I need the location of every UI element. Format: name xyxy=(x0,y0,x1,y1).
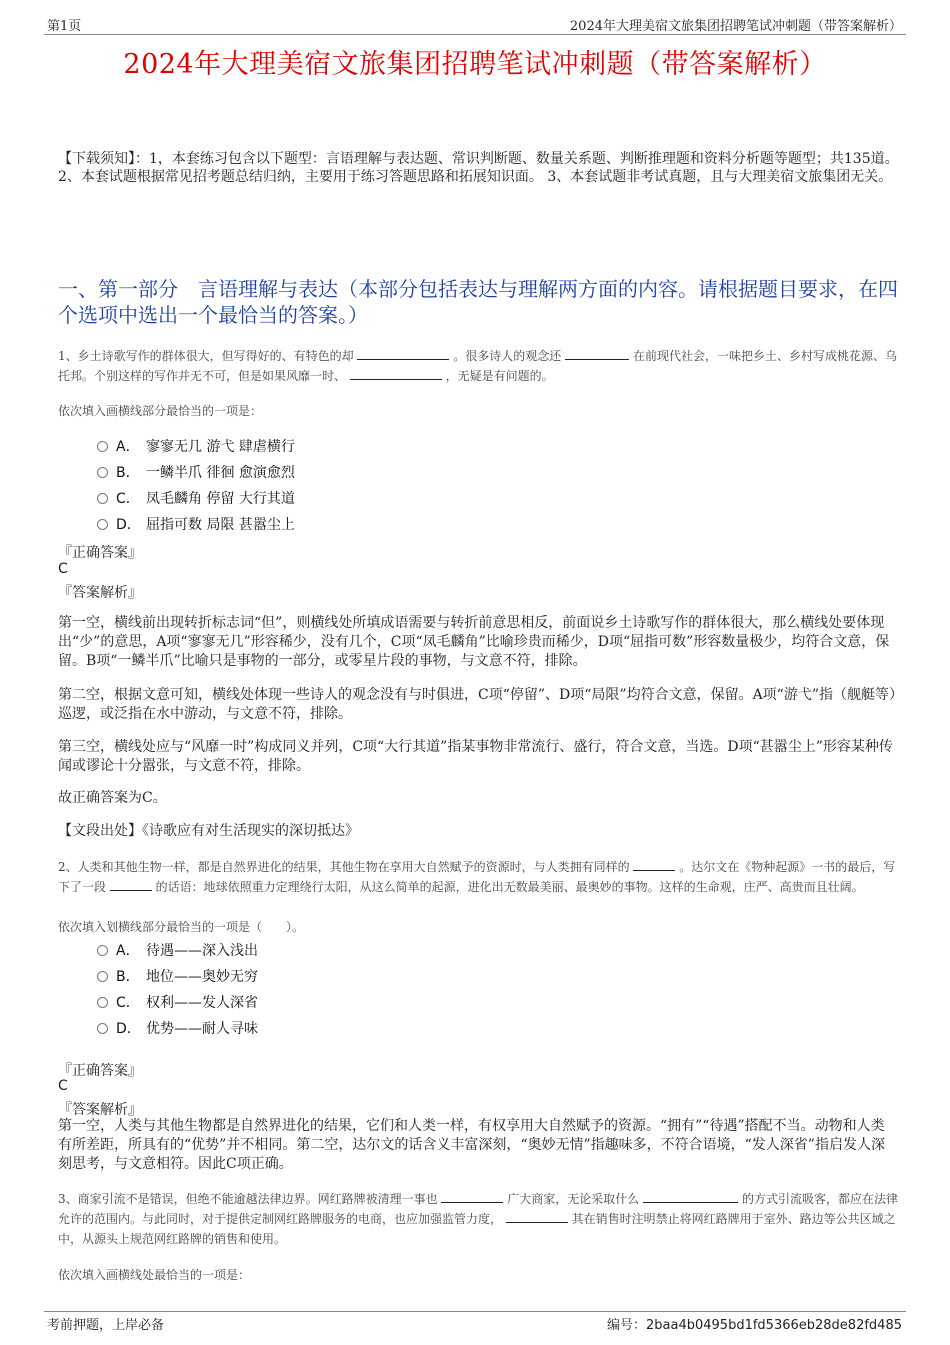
header-divider xyxy=(44,34,906,35)
q1-text-2: 。很多诗人的观念还 xyxy=(453,349,562,363)
header-doc-title: 2024年大理美宿文旅集团招聘笔试冲刺题（带答案解析） xyxy=(569,19,902,34)
q1-option-a[interactable] xyxy=(97,436,295,456)
option-letter: D． xyxy=(116,1021,141,1037)
q1-text-1: 1、乡土诗歌写作的群体很大，但写得好的、有特色的却 xyxy=(58,349,354,363)
option-text: 权利——发人深省 xyxy=(146,995,258,1011)
q2-text-2: 。达尔文在《物种起源》一书的最后，写下了一段 xyxy=(58,860,896,894)
q3-text-1: 3、商家引流不是错误，但绝不能逾越法律边界。网红路牌被清理一事也 xyxy=(58,1192,438,1206)
q2-answer-label: 『正确答案』 xyxy=(58,1063,142,1079)
q2-analysis-label: 『答案解析』 xyxy=(58,1102,142,1118)
code-label: 编号： xyxy=(607,1318,647,1333)
q2-hint: 依次填入划横线部分最恰当的一项是（ ）。 xyxy=(58,920,305,934)
option-text: 优势——耐人寻味 xyxy=(146,1021,258,1037)
page-number: 第1页 xyxy=(47,19,82,34)
option-letter: A． xyxy=(116,943,140,959)
q1-text-4: ，无疑是有问题的。 xyxy=(445,369,554,383)
q1-blank-3 xyxy=(350,367,442,380)
footer-slogan: 考前押题，上岸必备 xyxy=(47,1318,165,1333)
q1-answer-label: 『正确答案』 xyxy=(58,545,142,561)
radio-icon[interactable] xyxy=(97,1023,108,1034)
option-text: 屈指可数 局限 甚嚣尘上 xyxy=(146,517,295,533)
q1-source: 【文段出处】《诗歌应有对生活现实的深切抵达》 xyxy=(58,823,359,839)
radio-icon[interactable] xyxy=(97,997,108,1008)
q1-blank-1 xyxy=(357,347,449,360)
q1-analysis-2: 第二空，根据文意可知，横线处体现一些诗人的观念没有与时俱进，C项“停留”、D项“局限”均符合文意，保留。A项“游弋”指（舰艇等）巡逻，或泛指在水中游动，与文意不符，排除。 xyxy=(58,687,896,722)
q2-blank-2 xyxy=(110,878,152,891)
q1-option-d[interactable] xyxy=(97,514,295,534)
q2-blank-1 xyxy=(633,858,675,871)
question-2-stem xyxy=(58,857,898,897)
section-title: 一、第一部分 言语理解与表达（本部分包括表达与理解两方面的内容。请根据题目要求，在四个选项中选出一个最恰当的答案。） xyxy=(58,277,898,327)
q1-answer: C xyxy=(58,561,68,577)
q1-blank-2 xyxy=(565,347,629,360)
option-letter: A． xyxy=(116,439,140,455)
q3-hint: 依次填入画横线处最恰当的一项是： xyxy=(58,1268,251,1282)
question-1-stem xyxy=(58,346,898,386)
q2-option-b[interactable] xyxy=(97,966,258,986)
radio-icon[interactable] xyxy=(97,441,108,452)
q2-option-d[interactable] xyxy=(97,1018,258,1038)
q3-blank-2 xyxy=(643,1190,738,1203)
option-letter: C． xyxy=(116,995,140,1011)
q3-blank-3 xyxy=(506,1210,568,1223)
q1-hint: 依次填入画横线部分最恰当的一项是： xyxy=(58,404,263,418)
q3-text-2: 广大商家，无论采取什么 xyxy=(507,1192,640,1206)
q1-analysis-3: 第三空，横线处应与“风靡一时”构成同义并列，C项“大行其道”指某事物非常流行、盛行，符合文意，当选。D项“甚嚣尘上”形容某种传闻或谬论十分嚣张，与文意不符，排除。 xyxy=(58,739,893,774)
q1-conclusion: 故正确答案为C。 xyxy=(58,790,167,806)
q1-option-b[interactable] xyxy=(97,462,295,482)
radio-icon[interactable] xyxy=(97,493,108,504)
q1-option-c[interactable] xyxy=(97,488,295,508)
radio-icon[interactable] xyxy=(97,971,108,982)
radio-icon[interactable] xyxy=(97,467,108,478)
q3-text-4: 其在销售时注明禁止将网红路牌用于室外、路边等公共区域之中，从源头上规范网红路牌的销售和使用。 xyxy=(58,1212,896,1246)
option-letter: C． xyxy=(116,491,140,507)
q2-text-1: 2、人类和其他生物一样，都是自然界进化的结果，其他生物在享用大自然赋予的资源时，与人类拥有同样的 xyxy=(58,860,630,874)
q2-analysis: 第一空，人类与其他生物都是自然界进化的结果，它们和人类一样，有权享用大自然赋予的资源。“拥有”“待遇”搭配不当。动物和人类有所差距，所具有的“优势”并不相同。第二空，达尔文的话含义丰富深刻，“奥妙无情”指趣味多，不符合语境，“发人深省”指启发人深刻思考，与文意相符。因此C项正确。 xyxy=(58,1118,885,1172)
q2-option-a[interactable] xyxy=(97,940,258,960)
question-3-stem xyxy=(58,1189,898,1249)
option-letter: D． xyxy=(116,517,141,533)
document-title: 2024年大理美宿文旅集团招聘笔试冲刺题（带答案解析） xyxy=(123,49,827,80)
document-code xyxy=(607,1314,902,1333)
code-value: 2baa4b0495bd1fd5366eb28de82fd485 xyxy=(646,1318,902,1333)
q2-answer: C xyxy=(58,1078,68,1094)
q2-option-c[interactable] xyxy=(97,992,258,1012)
option-text: 一鳞半爪 徘徊 愈演愈烈 xyxy=(146,465,295,481)
q1-analysis-1: 第一空，横线前出现转折标志词“但”，则横线处所填成语需要与转折前意思相反，前面说乡土诗歌写作的群体很大，那么横线处要体现出“少”的意思，A项“寥寥无几”形容稀少，没有几个，C项“凤毛麟角”比喻珍贵而稀少，D项“屈指可数”形容数量极少，均符合文意，保留。B项“一鳞半爪”比喻只是事物的一部分，或零星片段的事物，与文意不符，排除。 xyxy=(58,615,890,669)
option-letter: B． xyxy=(116,465,140,481)
q2-text-3: 的话语：地球依照重力定理绕行太阳，从这么简单的起源，进化出无数最美丽、最奥妙的事物。这样的生命观，庄严、高贵而且壮阔。 xyxy=(155,880,864,894)
q3-text-3: 的方式引流吸客，都应在法律允许的范围内。与此同时，对于提供定制网红路牌服务的电商，也应加强监管力度， xyxy=(58,1192,898,1226)
radio-icon[interactable] xyxy=(97,519,108,530)
option-text: 寥寥无几 游弋 肆虐横行 xyxy=(146,439,295,455)
q1-text-3: 在前现代社会，一味把乡土、乡村写成桃花源、乌托邦。个别这样的写作并无不可，但是如果风靡一时、 xyxy=(58,349,897,383)
footer-divider xyxy=(44,1311,906,1312)
q3-blank-1 xyxy=(441,1190,503,1203)
option-text: 待遇——深入浅出 xyxy=(146,943,258,959)
radio-icon[interactable] xyxy=(97,945,108,956)
download-notice: 【下载须知】：1，本套练习包含以下题型：言语理解与表达题、常识判断题、数量关系题、判断推理题和资料分析题等题型；共135道。 2、本套试题根据常见招考题总结归纳，主要用于练习答题思路和拓展知识面。 3、本套试题非考试真题，且与大理美宿文旅集团无关。 xyxy=(58,151,899,185)
option-letter: B． xyxy=(116,969,140,985)
option-text: 地位——奥妙无穷 xyxy=(146,969,258,985)
q1-analysis-label: 『答案解析』 xyxy=(58,585,142,601)
option-text: 凤毛麟角 停留 大行其道 xyxy=(146,491,295,507)
